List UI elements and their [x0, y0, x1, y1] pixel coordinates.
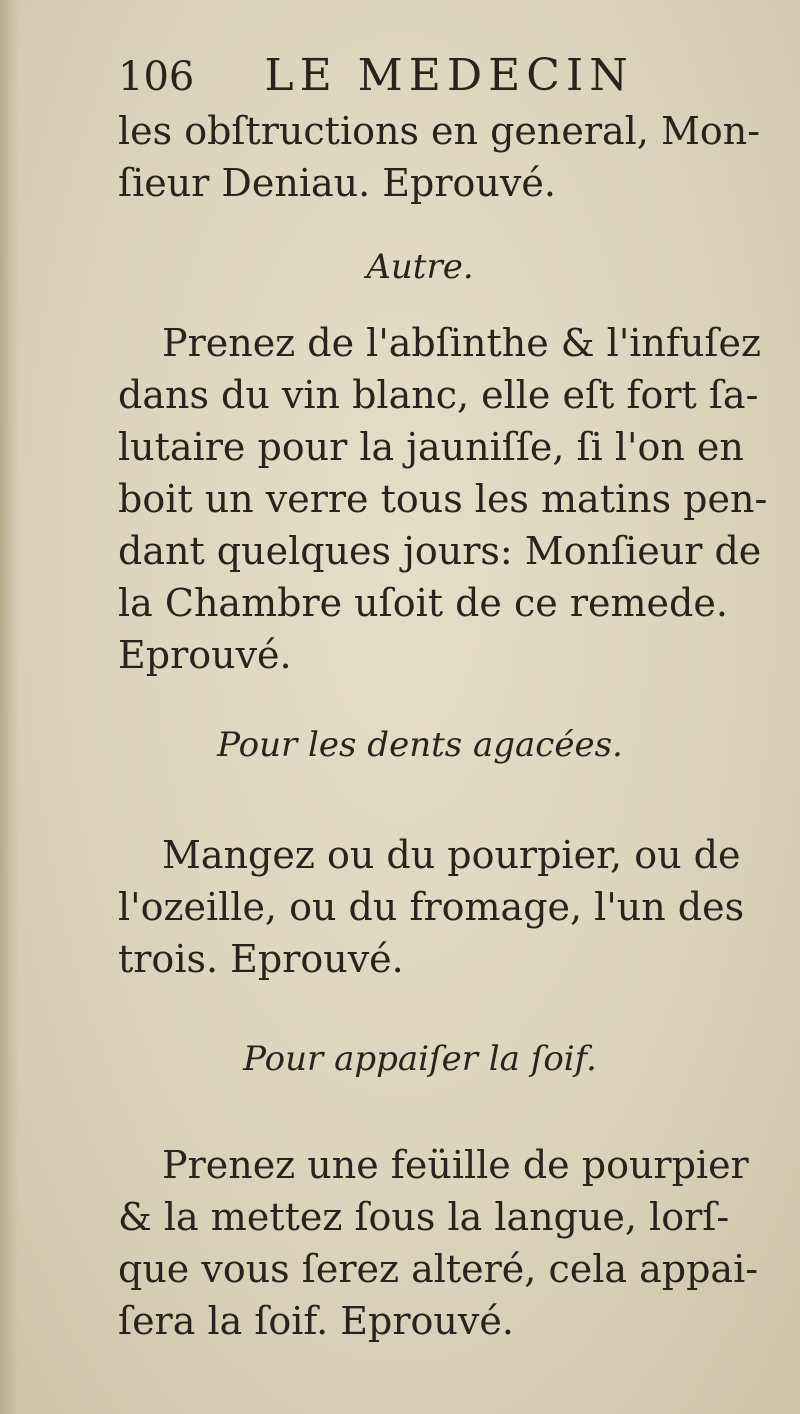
section-heading: Pour appaiſer la ſoif.: [243, 1039, 597, 1079]
text-line: & la mettez ſous la langue, lorſ-: [118, 1195, 730, 1239]
text-line: Eprouvé.: [118, 633, 292, 677]
text-line: lutaire pour la jauniſſe, ſi l'on en: [118, 425, 744, 469]
section-heading: Pour les dents agacées.: [217, 725, 623, 765]
text-line: trois. Eprouvé.: [118, 937, 404, 981]
section-heading: Autre.: [366, 247, 474, 287]
text-line: dans du vin blanc, elle eſt fort ſa-: [118, 373, 759, 417]
running-header: [118, 48, 698, 104]
text-line: l'ozeille, ou du fromage, l'un des: [118, 885, 745, 929]
text-line: Mangez ou du pourpier, ou de: [162, 833, 741, 877]
running-title: LE MEDECIN: [264, 50, 634, 101]
text-line: que vous ſerez alteré, cela appai-: [118, 1247, 759, 1291]
text-line: boit un verre tous les matins pen-: [118, 477, 768, 521]
text-line: ſieur Deniau. Eprouvé.: [118, 161, 556, 205]
text-line: dant quelques jours: Monſieur de: [118, 529, 762, 573]
page-number: 106: [118, 54, 195, 100]
text-line: les obſtructions en general, Mon-: [118, 109, 761, 153]
text-line: ſera la ſoif. Eprouvé.: [118, 1299, 514, 1343]
text-line: Prenez de l'abſinthe & l'infuſez: [162, 321, 762, 365]
text-line: la Chambre uſoit de ce remede.: [118, 581, 728, 625]
text-line: Prenez une feüille de pourpier: [162, 1143, 749, 1187]
page-gutter-shadow: [0, 0, 18, 1414]
